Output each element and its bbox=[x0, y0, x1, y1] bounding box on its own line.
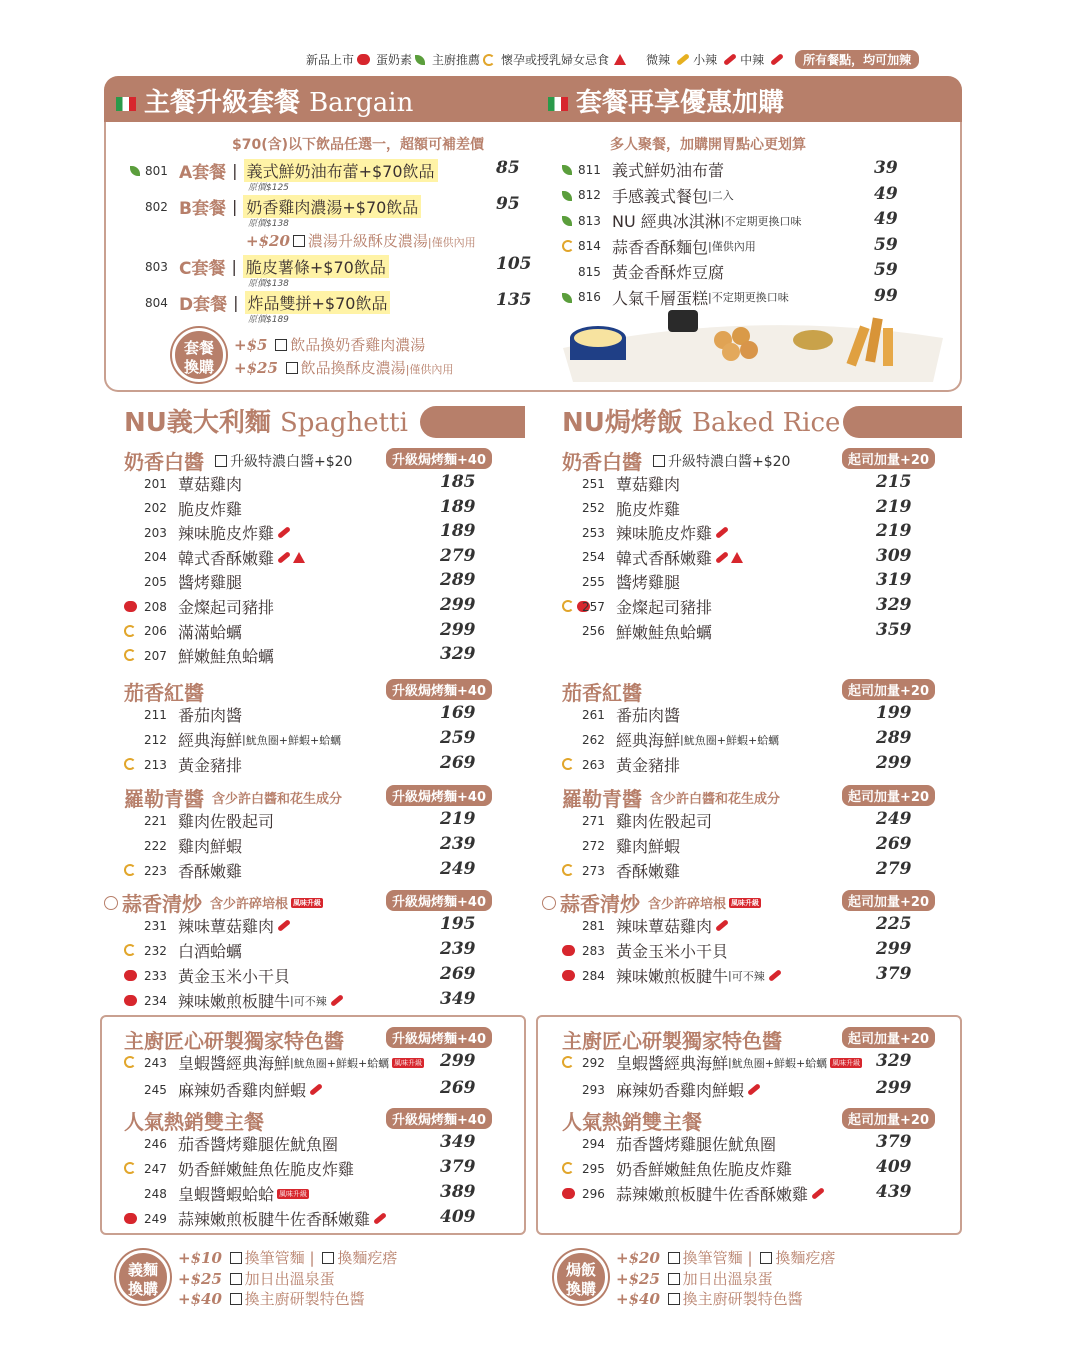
checkbox[interactable] bbox=[230, 1293, 242, 1305]
menu-item[interactable]: 256 鮮嫩鮭魚蛤蠣 bbox=[582, 622, 713, 642]
flavor-upgrade-badge: 風味升級 bbox=[832, 1058, 861, 1067]
upgrade-badge[interactable]: 升級焗烤麵+40 bbox=[386, 890, 492, 911]
swap-option[interactable]: +$25 飲品換酥皮濃湯|僅供內用 bbox=[234, 359, 454, 377]
menu-item[interactable]: 251 蕈菇雞肉 bbox=[582, 475, 681, 494]
menu-item[interactable]: 222 雞肉鮮蝦 bbox=[144, 837, 243, 856]
category-white: 奶香白醬 升級特濃白醬+$20 bbox=[124, 450, 353, 474]
set-row[interactable]: 803 C套餐 | 脆皮薯條+$70飲品 bbox=[130, 254, 389, 279]
chili-icon bbox=[811, 1187, 825, 1200]
mild-chili-icon bbox=[676, 53, 690, 66]
menu-item[interactable]: 247 奶香鮮嫩鮭魚佐脆皮炸雞 bbox=[124, 1157, 354, 1180]
checkbox[interactable] bbox=[275, 339, 287, 351]
warning-icon bbox=[731, 552, 743, 563]
chef-icon bbox=[124, 625, 136, 637]
item-price: 439 bbox=[876, 1182, 912, 1202]
item-price: 249 bbox=[440, 859, 476, 879]
upgrade-badge[interactable]: 升級焗烤麵+40 bbox=[386, 448, 492, 469]
item-price: 409 bbox=[440, 1207, 476, 1227]
chili-icon bbox=[770, 53, 784, 66]
item-price: 185 bbox=[440, 472, 476, 492]
flavor-upgrade-badge: 風味升級 bbox=[293, 898, 322, 907]
menu-item[interactable]: 283 黃金玉米小干貝 bbox=[562, 939, 728, 962]
chili-icon bbox=[715, 526, 729, 539]
extra-price: 49 bbox=[874, 209, 898, 229]
extra-row[interactable]: 811 義式鮮奶油布蕾 bbox=[562, 158, 724, 181]
menu-item[interactable]: 234 辣味嫩煎板腱牛 | 可不辣 bbox=[124, 989, 344, 1012]
category-red: 茄香紅醬 bbox=[124, 681, 204, 705]
menu-item[interactable]: 207 鮮嫩鮭魚蛤蠣 bbox=[124, 644, 274, 667]
legend-mild: 微辣 bbox=[646, 53, 671, 67]
item-price: 359 bbox=[876, 619, 912, 640]
chili-icon bbox=[723, 53, 737, 66]
upgrade-badge[interactable]: 起司加量+20 bbox=[842, 890, 935, 911]
item-price: 299 bbox=[876, 1078, 912, 1098]
item-price: 269 bbox=[440, 964, 476, 984]
chef-icon bbox=[124, 1056, 136, 1068]
menu-item[interactable]: 253 辣味脆皮炸雞 bbox=[562, 521, 729, 544]
checkbox[interactable] bbox=[322, 1252, 334, 1264]
upgrade-badge[interactable]: 起司加量+20 bbox=[842, 785, 935, 806]
set-price: 95 bbox=[496, 194, 520, 214]
menu-item[interactable]: 212 經典海鮮 | 魷魚圈+鮮蝦+蛤蠣 bbox=[144, 731, 342, 750]
item-price: 269 bbox=[440, 1078, 476, 1098]
menu-item[interactable]: 246 茄香醬烤雞腿佐魷魚圈 bbox=[144, 1135, 339, 1154]
item-price: 279 bbox=[876, 859, 912, 879]
extra-price: 99 bbox=[874, 285, 898, 306]
leaf-icon bbox=[562, 165, 572, 175]
addon-option[interactable]: +$25 加日出溫泉蛋 bbox=[616, 1269, 773, 1288]
item-price: 379 bbox=[876, 1132, 912, 1152]
chef-icon bbox=[124, 1162, 136, 1174]
new-icon bbox=[562, 945, 575, 956]
category-chef: 主廚匠心研製獨家特色醬 bbox=[124, 1029, 344, 1053]
item-price: 349 bbox=[440, 1132, 476, 1152]
item-price: 299 bbox=[876, 939, 912, 959]
extra-row[interactable]: 815 黃金香酥炸豆腐 bbox=[578, 263, 725, 282]
menu-item[interactable]: 263 黃金豬排 bbox=[562, 753, 680, 776]
menu-item[interactable]: 249 蒜辣嫩煎板腱牛佐香酥嫩雞 bbox=[124, 1207, 387, 1230]
menu-item[interactable]: 295 奶香鮮嫩鮭魚佐脆皮炸雞 bbox=[562, 1157, 792, 1180]
menu-item[interactable]: 205 醬烤雞腿 bbox=[144, 573, 243, 593]
chef-icon bbox=[124, 758, 136, 770]
checkbox[interactable] bbox=[230, 1273, 242, 1285]
category-garlic: 蒜香清炒 含少許碎培根 風味升級 bbox=[104, 888, 323, 917]
garlic-icon bbox=[542, 896, 556, 910]
chili-icon bbox=[330, 994, 344, 1007]
category-pesto: 羅勒青醬 含少許白醬和花生成分 bbox=[124, 787, 343, 811]
chef-icon bbox=[483, 54, 495, 66]
checkbox[interactable] bbox=[230, 1252, 242, 1264]
upgrade-badge[interactable]: 升級焗烤麵+40 bbox=[386, 679, 492, 700]
menu-item[interactable]: 208 金燦起司豬排 bbox=[124, 595, 274, 618]
item-price: 329 bbox=[876, 595, 912, 615]
item-price: 215 bbox=[876, 472, 912, 492]
warning-icon bbox=[293, 552, 305, 563]
addon-option[interactable]: +$25 加日出溫泉蛋 bbox=[178, 1269, 335, 1288]
new-icon bbox=[124, 970, 137, 981]
addon-option[interactable]: +$20 換筆管麵 | 換麵疙瘩 bbox=[616, 1249, 836, 1267]
menu-item[interactable]: 271 雞肉佐骰起司 bbox=[582, 812, 713, 831]
item-price: 299 bbox=[440, 1051, 476, 1071]
warning-icon bbox=[614, 54, 626, 65]
set-title: 主餐升級套餐 Bargain bbox=[116, 82, 413, 119]
category-double: 人氣熱銷雙主餐 bbox=[562, 1110, 702, 1134]
menu-item[interactable]: 213 黃金豬排 bbox=[124, 753, 242, 776]
item-price: 379 bbox=[440, 1157, 476, 1177]
menu-item[interactable]: 233 黃金玉米小干貝 bbox=[124, 964, 290, 987]
item-price: 299 bbox=[440, 619, 476, 640]
item-price: 389 bbox=[440, 1182, 476, 1202]
item-price: 239 bbox=[440, 939, 476, 959]
menu-item[interactable]: 243 皇蝦醬經典海鮮 | 魷魚圈+鮮蝦+蛤蠣 風味升級 bbox=[124, 1051, 424, 1074]
checkbox[interactable] bbox=[668, 1273, 680, 1285]
item-price: 259 bbox=[440, 728, 476, 748]
item-price: 249 bbox=[876, 809, 912, 829]
addon-option[interactable]: +$40 換主廚研製特色醬 bbox=[178, 1290, 365, 1308]
flavor-upgrade-badge: 風味升級 bbox=[394, 1058, 423, 1067]
item-price: 299 bbox=[876, 753, 912, 773]
set-subtitle: $70(含)以下飲品任選一，超額可補差價 bbox=[232, 137, 485, 153]
new-icon bbox=[124, 601, 137, 612]
new-icon bbox=[562, 970, 575, 981]
leaf-icon bbox=[562, 293, 572, 303]
set-header-bar bbox=[104, 76, 962, 122]
chef-icon bbox=[562, 864, 574, 876]
item-price: 379 bbox=[876, 964, 912, 984]
checkbox[interactable] bbox=[286, 362, 298, 374]
checkbox[interactable] bbox=[760, 1252, 772, 1264]
menu-item[interactable]: 293 麻辣奶香雞肉鮮蝦 bbox=[562, 1078, 761, 1101]
leaf-icon bbox=[562, 216, 572, 226]
item-price: 349 bbox=[440, 989, 476, 1009]
menu-item[interactable]: 255 醬烤雞腿 bbox=[582, 573, 681, 593]
item-price: 289 bbox=[440, 570, 476, 591]
item-price: 219 bbox=[876, 521, 912, 542]
original-price: 原價$189 bbox=[248, 315, 289, 325]
extra-price: 59 bbox=[874, 260, 898, 280]
swap-badge: 焗飯 換購 bbox=[554, 1250, 608, 1304]
category-white: 奶香白醬 升級特濃白醬+$20 bbox=[562, 450, 791, 474]
rice-tab bbox=[843, 406, 962, 438]
chef-icon bbox=[562, 600, 574, 612]
set-row[interactable]: 801 A套餐 | 義式鮮奶油布蕾+$70飲品 bbox=[130, 158, 438, 183]
spaghetti-tab bbox=[420, 406, 525, 438]
category-pesto: 羅勒青醬 含少許白醬和花生成分 bbox=[562, 787, 781, 811]
menu-item[interactable]: 294 茄香醬烤雞腿佐魷魚圈 bbox=[582, 1135, 777, 1154]
menu-item[interactable]: 273 香酥嫩雞 bbox=[562, 859, 680, 882]
checkbox[interactable] bbox=[668, 1293, 680, 1305]
legend-medium: 中辣 bbox=[740, 53, 765, 67]
item-price: 219 bbox=[876, 496, 912, 517]
garlic-icon bbox=[104, 896, 118, 910]
original-price: 原價$138 bbox=[248, 219, 289, 229]
menu-item[interactable]: 284 辣味嫩煎板腱牛 | 可不辣 bbox=[562, 964, 782, 987]
menu-item[interactable]: 248 皇蝦醬蝦蛤蛤 風味升級 bbox=[144, 1185, 308, 1204]
legend-new: 新品上市 bbox=[306, 53, 355, 67]
upgrade-badge[interactable]: 升級焗烤麵+40 bbox=[386, 1027, 492, 1048]
category-double: 人氣熱銷雙主餐 bbox=[124, 1110, 264, 1134]
new-icon bbox=[562, 1188, 575, 1199]
upgrade-badge[interactable]: 升級焗烤麵+40 bbox=[386, 785, 492, 806]
upgrade-badge[interactable]: 起司加量+20 bbox=[842, 679, 935, 700]
set-price: 85 bbox=[496, 158, 520, 178]
item-price: 239 bbox=[440, 834, 476, 854]
menu-item[interactable]: 204 韓式香酥嫩雞 bbox=[124, 546, 305, 569]
item-price: 289 bbox=[876, 728, 912, 748]
menu-item[interactable]: 261 番茄肉醬 bbox=[582, 706, 681, 725]
new-icon bbox=[357, 54, 370, 65]
item-price: 269 bbox=[876, 834, 912, 854]
item-price: 319 bbox=[876, 570, 912, 591]
original-price: 原價$125 bbox=[248, 183, 289, 193]
set-price: 105 bbox=[496, 254, 532, 274]
soup-upgrade: +$20 濃湯升級酥皮濃湯|僅供內用 bbox=[246, 232, 476, 250]
menu-item[interactable]: 202 脆皮炸雞 bbox=[144, 499, 243, 519]
extra-row[interactable]: 813 NU 經典冰淇淋 | 不定期更換口味 bbox=[562, 209, 802, 232]
category-red: 茄香紅醬 bbox=[562, 681, 642, 705]
item-price: 309 bbox=[876, 545, 912, 566]
menu-item[interactable]: 221 雞肉佐骰起司 bbox=[144, 812, 275, 831]
menu-item[interactable]: 281 辣味蕈菇雞肉 bbox=[562, 914, 729, 937]
leaf-icon bbox=[562, 191, 572, 201]
flavor-upgrade-badge: 風味升級 bbox=[279, 1189, 308, 1198]
item-price: 189 bbox=[440, 496, 476, 517]
chili-icon bbox=[715, 551, 729, 564]
italy-flag-icon bbox=[116, 97, 136, 111]
menu-item[interactable]: 201 蕈菇雞肉 bbox=[144, 475, 243, 494]
chef-icon bbox=[562, 758, 574, 770]
item-price: 269 bbox=[440, 753, 476, 773]
chili-icon bbox=[277, 919, 291, 932]
chili-icon bbox=[747, 1083, 761, 1096]
legend-pregnant: 懷孕或授乳婦女忌食 bbox=[501, 53, 610, 67]
legend-egg-milk: 蛋奶素 bbox=[376, 53, 413, 67]
legend bbox=[306, 50, 919, 69]
item-price: 195 bbox=[440, 914, 476, 934]
addon-option[interactable]: +$10 換筆管麵 | 換麵疙瘩 bbox=[178, 1249, 398, 1267]
extras-subtitle: 多人聚餐，加購開胃點心更划算 bbox=[610, 137, 806, 153]
checkbox[interactable] bbox=[215, 455, 227, 467]
menu-item[interactable]: 254 韓式香酥嫩雞 bbox=[562, 546, 743, 569]
menu-item[interactable]: 272 雞肉鮮蝦 bbox=[582, 837, 681, 856]
upgrade-badge[interactable]: 起司加量+20 bbox=[842, 448, 935, 469]
addon-option[interactable]: +$40 換主廚研製特色醬 bbox=[616, 1290, 803, 1308]
chili-icon bbox=[715, 919, 729, 932]
upgrade-badge[interactable]: 升級焗烤麵+40 bbox=[386, 1108, 492, 1129]
set-row[interactable]: 804 D套餐 | 炸品雙拼+$70飲品 bbox=[130, 290, 390, 315]
chili-icon bbox=[373, 1212, 387, 1225]
chef-icon bbox=[562, 240, 574, 252]
menu-item[interactable]: 232 白酒蛤蠣 bbox=[124, 939, 242, 962]
item-price: 169 bbox=[440, 703, 476, 723]
checkbox[interactable] bbox=[293, 235, 305, 247]
checkbox[interactable] bbox=[668, 1252, 680, 1264]
chef-icon bbox=[124, 864, 136, 876]
item-price: 329 bbox=[876, 1051, 912, 1071]
flavor-upgrade-badge: 風味升級 bbox=[731, 898, 760, 907]
menu-item[interactable]: 292 皇蝦醬經典海鮮 | 魷魚圈+鮮蝦+蛤蠣 風味升級 bbox=[562, 1051, 862, 1074]
rice-title: NU焗烤飯 Baked Rice bbox=[562, 408, 841, 438]
item-price: 219 bbox=[440, 809, 476, 829]
menu-item[interactable]: 231 辣味蕈菇雞肉 bbox=[124, 914, 291, 937]
original-price: 原價$138 bbox=[248, 279, 289, 289]
chef-icon bbox=[562, 1056, 574, 1068]
chili-icon bbox=[768, 969, 782, 982]
set-price: 135 bbox=[496, 290, 532, 310]
item-price: 225 bbox=[876, 914, 912, 934]
menu-item[interactable]: 203 辣味脆皮炸雞 bbox=[124, 521, 291, 544]
set-row[interactable]: 802 B套餐 | 奶香雞肉濃湯+$70飲品 bbox=[130, 194, 421, 219]
chili-icon bbox=[277, 526, 291, 539]
item-price: 279 bbox=[440, 545, 476, 566]
extra-row[interactable]: 812 手感義式餐包 | 二入 bbox=[562, 184, 734, 207]
new-icon bbox=[124, 1213, 137, 1224]
legend-small: 小辣 bbox=[693, 53, 718, 67]
menu-item[interactable]: 257 金燦起司豬排 bbox=[562, 595, 712, 618]
item-price: 299 bbox=[440, 595, 476, 615]
extra-price: 39 bbox=[874, 158, 898, 178]
chef-icon bbox=[124, 944, 136, 956]
chef-icon bbox=[124, 649, 136, 661]
extra-price: 59 bbox=[874, 234, 898, 255]
spaghetti-title: NU義大利麵 Spaghetti bbox=[124, 408, 408, 438]
set-swap-badge: 套餐 換購 bbox=[172, 328, 226, 382]
upgrade-badge[interactable]: 起司加量+20 bbox=[842, 1027, 935, 1048]
item-price: 199 bbox=[876, 703, 912, 723]
menu-item[interactable]: 211 番茄肉醬 bbox=[144, 706, 243, 725]
chili-icon bbox=[309, 1083, 323, 1096]
menu-item[interactable]: 296 蒜辣嫩煎板腱牛佐香酥嫩雞 bbox=[562, 1182, 825, 1205]
legend-chef: 主廚推薦 bbox=[432, 53, 481, 67]
chili-icon bbox=[277, 551, 291, 564]
upgrade-badge[interactable]: 起司加量+20 bbox=[842, 1108, 935, 1129]
swap-option[interactable]: +$5 飲品換奶香雞肉濃湯 bbox=[234, 336, 426, 354]
leaf-icon bbox=[130, 166, 140, 176]
menu-item[interactable]: 206 滿滿蛤蠣 bbox=[124, 620, 242, 643]
menu-item[interactable]: 223 香酥嫩雞 bbox=[124, 859, 242, 882]
extra-row[interactable]: 816 人氣千層蛋糕 | 不定期更換口味 bbox=[562, 286, 789, 309]
leaf-icon bbox=[415, 55, 425, 65]
menu-item[interactable]: 252 脆皮炸雞 bbox=[582, 499, 681, 519]
chef-icon bbox=[562, 1162, 574, 1174]
new-icon bbox=[124, 995, 137, 1006]
checkbox[interactable] bbox=[653, 455, 665, 467]
spicy-note-pill: 所有餐點，均可加辣 bbox=[795, 50, 919, 69]
item-price: 189 bbox=[440, 521, 476, 542]
category-garlic: 蒜香清炒 含少許碎培根 風味升級 bbox=[542, 888, 761, 917]
item-price: 409 bbox=[876, 1157, 912, 1177]
item-price: 329 bbox=[440, 644, 476, 665]
menu-item[interactable]: 262 經典海鮮 | 魷魚圈+鮮蝦+蛤蠣 bbox=[582, 731, 780, 750]
extra-row[interactable]: 814 蒜香香酥麵包 | 僅供內用 bbox=[562, 235, 756, 258]
italy-flag-icon bbox=[548, 97, 568, 111]
category-chef: 主廚匠心研製獨家特色醬 bbox=[562, 1029, 782, 1053]
swap-badge: 義麵 換購 bbox=[116, 1250, 170, 1304]
dessert-photo bbox=[553, 308, 953, 382]
extra-price: 49 bbox=[874, 183, 898, 204]
extras-title: 套餐再享優惠加購 bbox=[548, 82, 784, 119]
menu-item[interactable]: 245 麻辣奶香雞肉鮮蝦 bbox=[124, 1078, 323, 1101]
